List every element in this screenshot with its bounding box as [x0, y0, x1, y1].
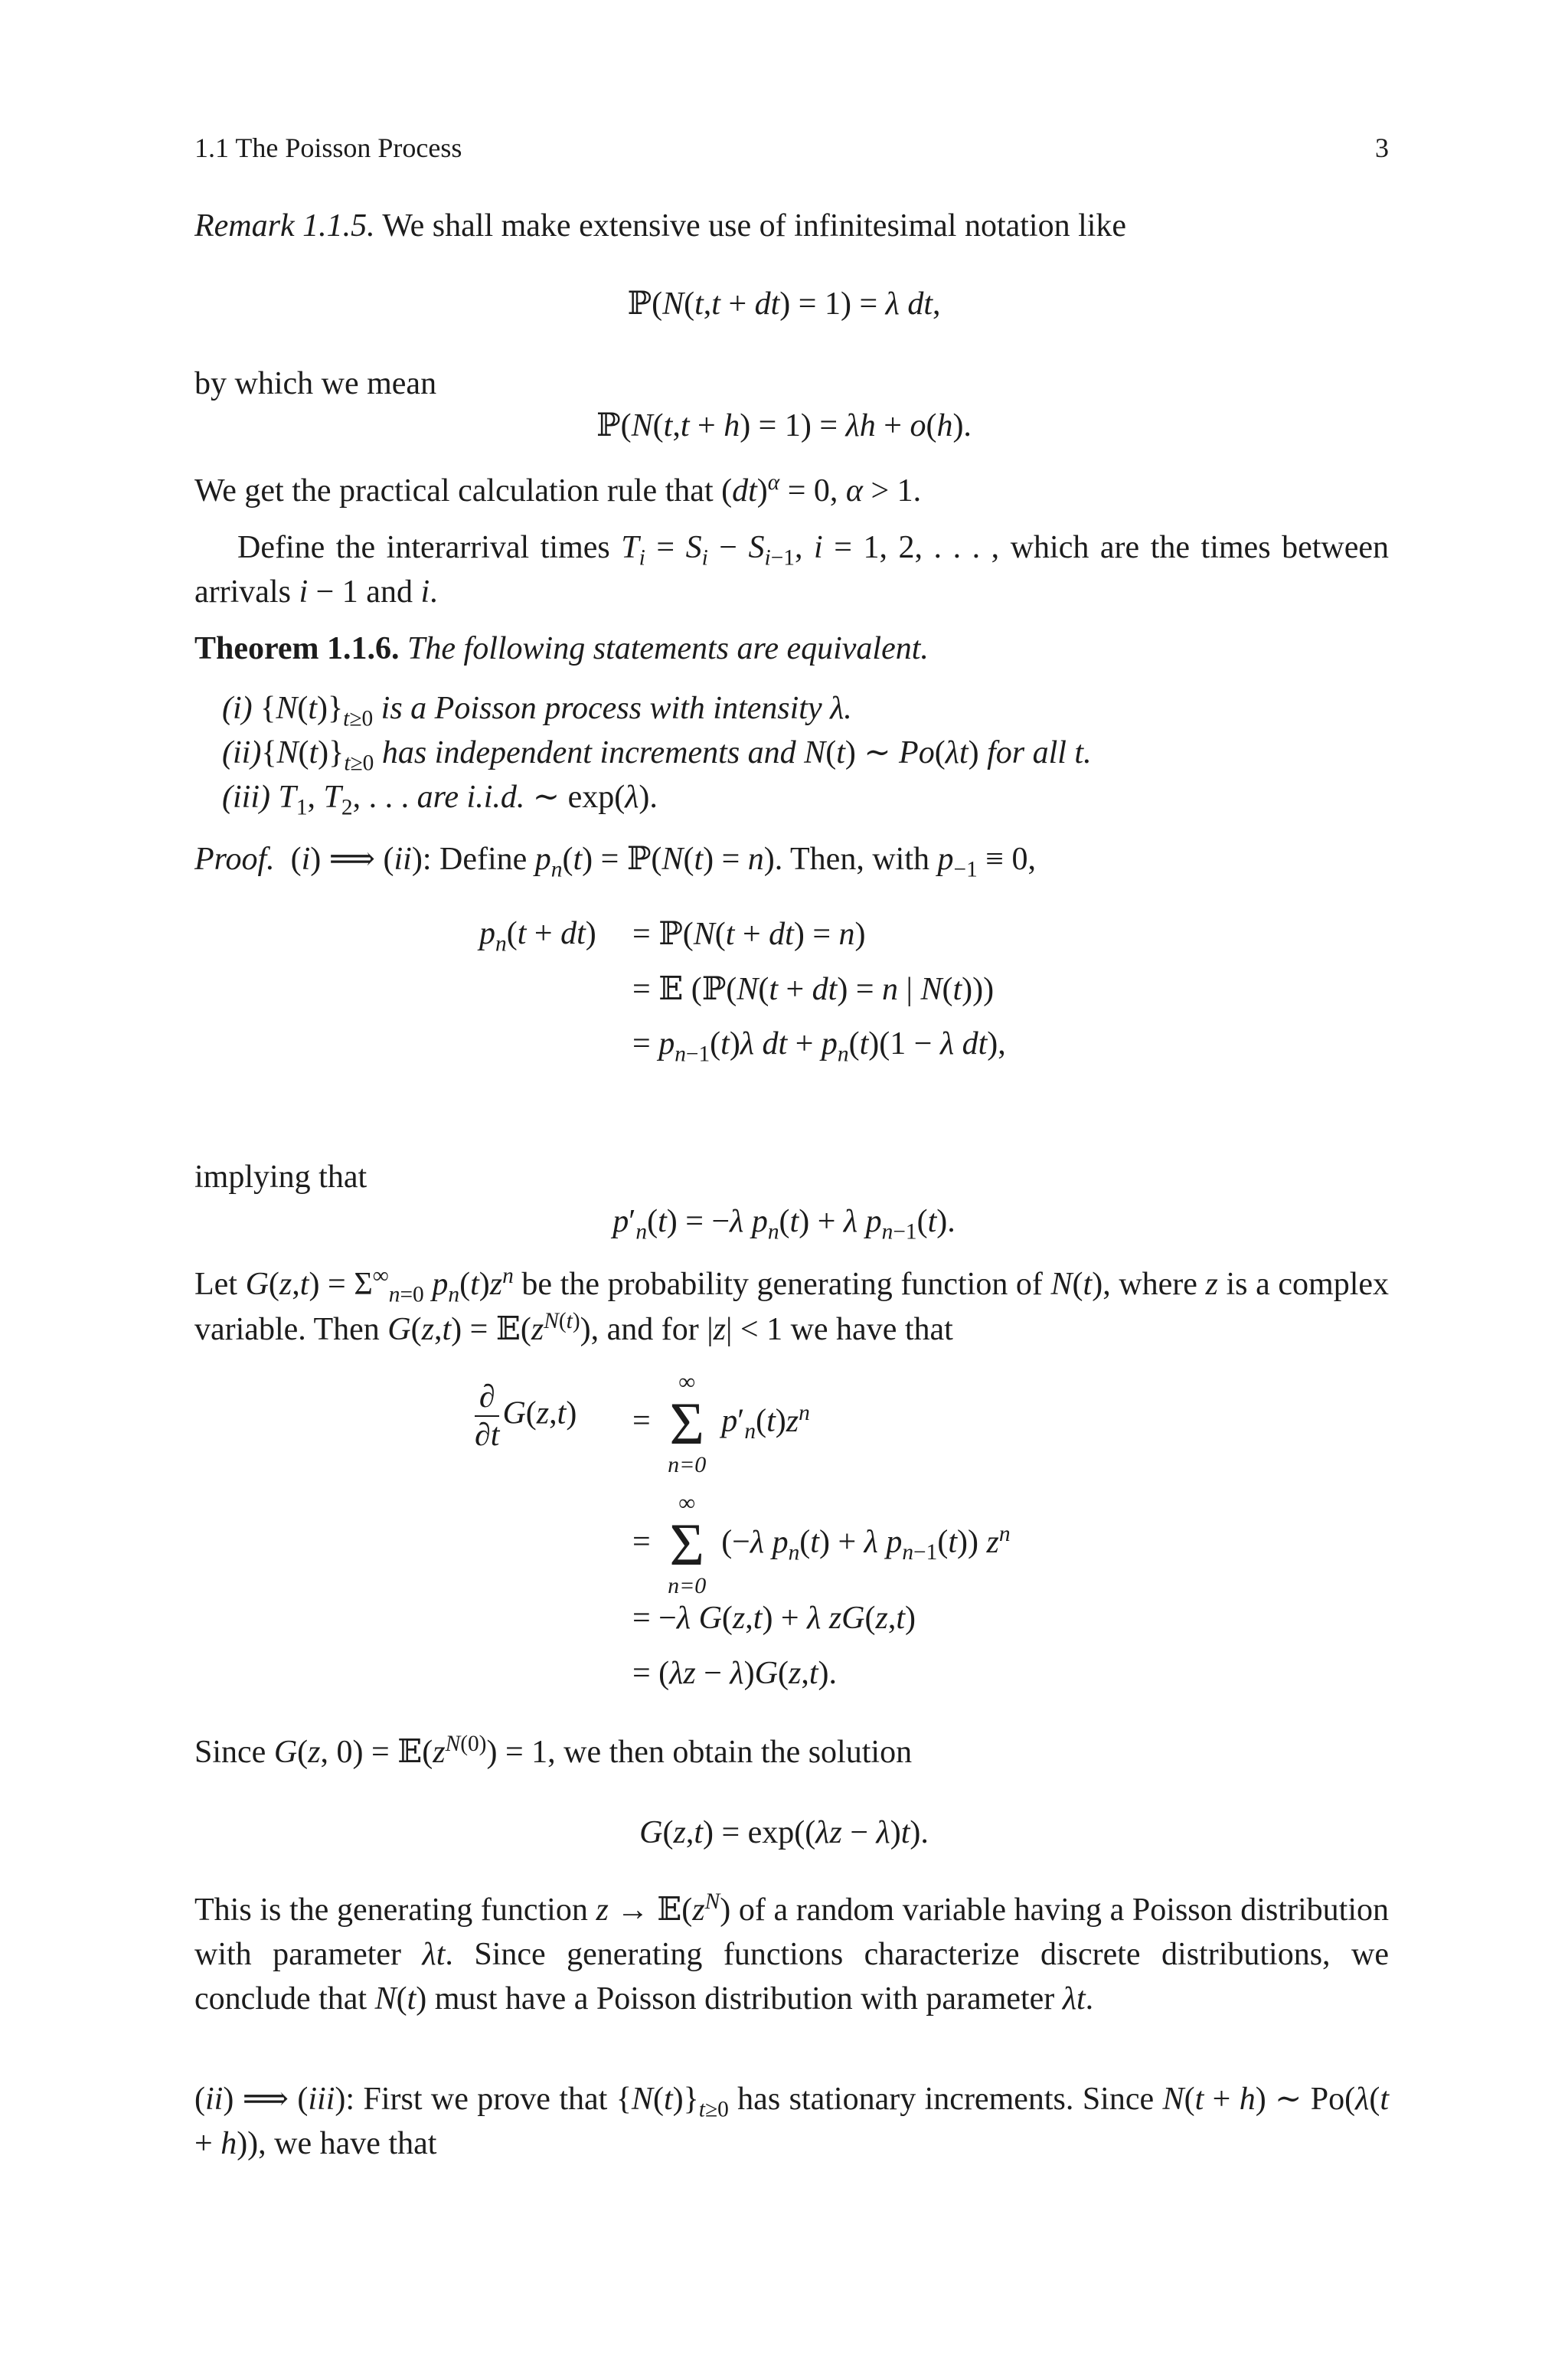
theorem-item-2: $(ii)\{N(t)\}_{t\ge 0}$ has independent increments and N(t) ∼ Po(λt) for all t. [222, 735, 1092, 776]
eq-derivative-1: = ∞ Σ n=0 $p'_n(t)z^n$ [632, 1369, 810, 1477]
theorem-label: Theorem 1.1.6. [194, 631, 400, 666]
conclusion-paragraph: This is the generating function $z \to 𝔼(z^N)$ of a random variable having a Poisson distribution with parameter λt. Since generating functions characterize discrete distributions, we conclude that N(t) must have a Poisson distribution with parameter λt. [194, 1889, 1390, 2017]
page-number: 3 [1375, 132, 1389, 163]
interarrival-paragraph: Define the interarrival times $T_i = S_i - S_{i-1}$, i = 1, 2, . . . , which are the times between arrivals i − 1 and i. [194, 530, 1390, 610]
by-which-text: by which we mean [194, 366, 437, 401]
theorem-item-1: (i) $\{N(t)\}_{t\ge 0}$ is a Poisson process with intensity λ. [222, 691, 852, 731]
generating-function-paragraph: Let $G(z,t) = \Sigma^\infty_{n=0}$ $p_n(t)z^n$ be the probability generating function of N(t), where z is a complex variable. Then $G(z,t) = 𝔼(z^{N(t)})$, and for |z| < 1 we have that [194, 1264, 1389, 1347]
implying-text: implying that [194, 1160, 368, 1195]
proof-intro: Proof. (i) ⟹ (ii): Define $p_n(t)$ = ℙ(N(t) = n). Then, with $p_{-1} \equiv 0$, [194, 839, 1036, 882]
equation-meaning: ℙ(N(t,t + h) = 1) = λh + o(h). [596, 406, 972, 443]
equation-solution: G(z,t) = exp((λz − λ)t). [639, 1815, 929, 1850]
eq-derivative-3: = −λ G(z,t) + λ zG(z,t) [632, 1601, 916, 1636]
proof-label: Proof. [194, 842, 275, 877]
eq-derivative-lhs: $\frac{\partial}{\partial t}$ G(z,t) [475, 1379, 577, 1453]
eq-align-1a: $p_n(t + dt)$ [479, 916, 596, 957]
eq-align-3: = $p_{n-1}(t)\lambda$ dt + $p_n(t)(1 - \lambda$ dt), [632, 1026, 1006, 1067]
eq-align-1b: = ℙ(N(t + dt) = n) [632, 914, 866, 952]
eq-derivative-4: = (λz − λ)G(z,t). [632, 1656, 837, 1691]
theorem-heading: Theorem 1.1.6. The following statements are equivalent. [194, 631, 929, 666]
since-paragraph: Since G(z, $0) = 𝔼(z^{N(0)}) = 1$, we then obtain the solution [194, 1732, 913, 1770]
running-header-section: 1.1 The Poisson Process [194, 132, 462, 163]
eq-derivative-2: = ∞ Σ n=0 (−λ $p_n(t) + \lambda$ $p_{n-1}(t)$) $z^n$ [632, 1490, 1011, 1598]
remark-label: Remark 1.1.5. [194, 208, 375, 244]
remark-paragraph: Remark 1.1.5. We shall make extensive use of infinitesimal notation like [194, 208, 1127, 244]
calculation-rule: We get the practical calculation rule that (dt)$^\alpha$ = 0, α > 1. [194, 470, 922, 509]
eq-align-2: = 𝔼 (ℙ(N(t + dt) = n | N(t))) [632, 970, 995, 1007]
next-step-paragraph: (ii) ⟹ (iii): First we prove that $\{N(t)\}_{t\ge 0}$ has stationary increments. Since N(t + h) ∼ Po(λ(t + h)), we have that [194, 2082, 1390, 2161]
equation-ode: $p'_n(t) = -\lambda$ $p_n(t) + \lambda$ $p_{n-1}(t)$. [612, 1204, 956, 1245]
equation-infinitesimal: ℙ(N(t,t + dt) = 1) = λ dt, [627, 284, 941, 322]
theorem-item-3: (iii) $T_1$, $T_2$, . . . are i.i.d. ∼ exp(λ). [222, 780, 658, 820]
